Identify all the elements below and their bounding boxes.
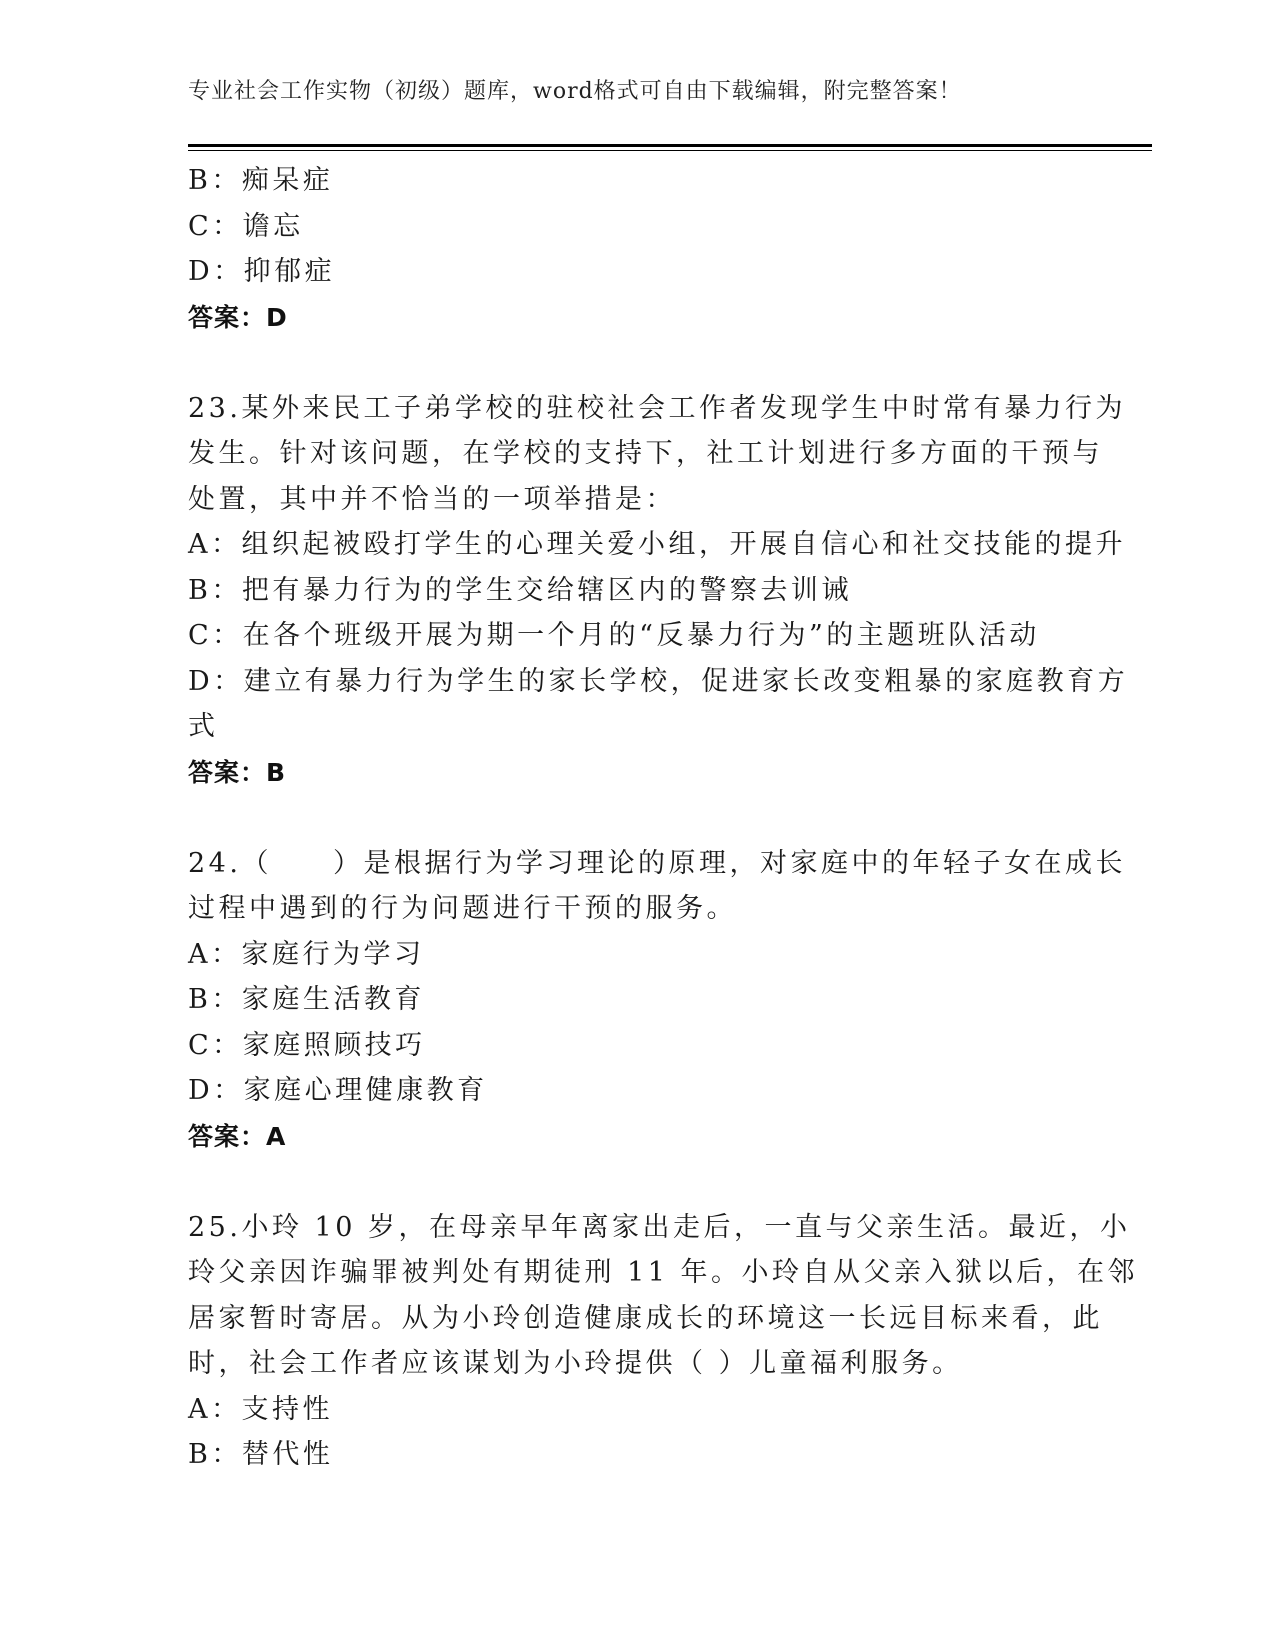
option-a: A：家庭行为学习 xyxy=(188,938,425,970)
header-rule-thick xyxy=(188,144,1152,147)
question-stem-line: 居家暂时寄居。从为小玲创造健康成长的环境这一长远目标来看，此 xyxy=(188,1302,1103,1334)
question-24 xyxy=(188,841,1126,1160)
option-b: B：家庭生活教育 xyxy=(188,984,425,1015)
question-stem-line: 24.（ ）是根据行为学习理论的原理，对家庭中的年轻子女在成长 xyxy=(188,847,1126,879)
question-stem-line: 25.小玲 10 岁，在母亲早年离家出走后，一直与父亲生活。最近，小 xyxy=(188,1211,1131,1243)
question-stem-line: 过程中遇到的行为问题进行干预的服务。 xyxy=(188,893,737,924)
header-rule-thin xyxy=(188,150,1152,151)
option-c: C：家庭照顾技巧 xyxy=(188,1029,426,1061)
option-b: B：把有暴力行为的学生交给辖区内的警察去训诫 xyxy=(188,574,852,606)
question-stem-line: 时，社会工作者应该谋划为小玲提供（ ）儿童福利服务。 xyxy=(188,1348,963,1379)
question-22-continuation xyxy=(188,158,1088,340)
option-c: C：在各个班级开展为期一个月的“反暴力行为”的主题班队活动 xyxy=(188,620,1040,651)
option-d: D：抑郁症 xyxy=(188,256,336,287)
option-a: A：支持性 xyxy=(188,1393,333,1425)
page-header: 专业社会工作实物（初级）题库，word格式可自由下载编辑，附完整答案！ xyxy=(188,79,962,104)
answer: 答案：D xyxy=(188,302,288,332)
question-stem-line: 处置，其中并不恰当的一项举措是： xyxy=(188,483,676,515)
question-stem-line: 发生。针对该问题，在学校的支持下，社工计划进行多方面的干预与 xyxy=(188,438,1103,469)
option-c: C：谵忘 xyxy=(188,210,304,242)
option-b: B：替代性 xyxy=(188,1439,334,1470)
option-b: B：痴呆症 xyxy=(188,165,334,196)
answer: 答案：A xyxy=(188,1121,287,1151)
question-stem-line: 23.某外来民工子弟学校的驻校社会工作者发现学生中时常有暴力行为 xyxy=(188,392,1126,424)
option-a: A：组织起被殴打学生的心理关爱小组，开展自信心和社交技能的提升 xyxy=(188,529,1126,560)
question-content xyxy=(188,158,1139,1478)
question-stem-line: 玲父亲因诈骗罪被判处有期徒刑 11 年。小玲自从父亲入狱以后，在邻 xyxy=(188,1257,1139,1288)
question-25 xyxy=(188,1205,1139,1478)
option-d: D：家庭心理健康教育 xyxy=(188,1075,488,1106)
answer: 答案：B xyxy=(188,757,287,787)
option-d-continuation: 式 xyxy=(188,711,219,742)
option-d: D：建立有暴力行为学生的家长学校，促进家长改变粗暴的家庭教育方 xyxy=(188,665,1129,697)
question-23 xyxy=(188,386,1129,796)
